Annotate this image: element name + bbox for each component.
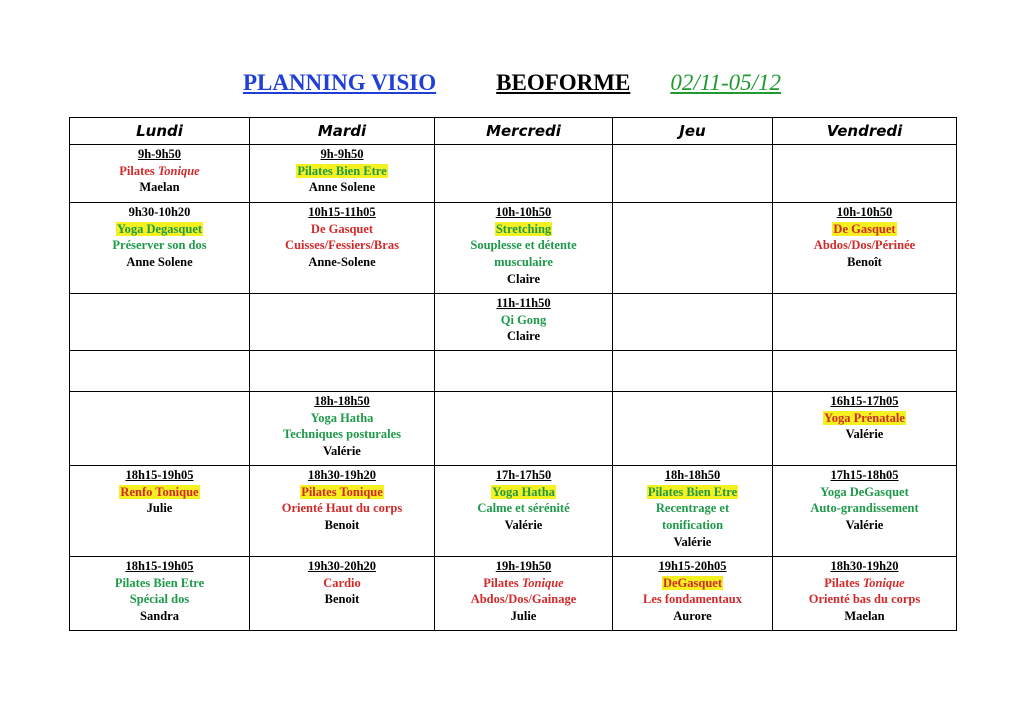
session-time: 19h30-20h20	[307, 559, 377, 573]
session-time: 18h15-19h05	[125, 468, 194, 482]
session-time: 10h-10h50	[495, 205, 552, 219]
session-class: Stretching	[495, 221, 552, 236]
session-time: 11h-11h50	[496, 296, 551, 310]
session-time: 9h-9h50	[320, 147, 364, 161]
session-desc: Souplesse et détente	[470, 238, 577, 253]
session-desc: Cuisses/Fessiers/Bras	[285, 238, 399, 253]
session-time: 10h-10h50	[836, 205, 893, 219]
session-class: Renfo Tonique	[120, 484, 199, 499]
session-cell	[613, 557, 773, 631]
session-desc: Spécial dos	[129, 592, 190, 607]
session-cell	[250, 557, 435, 631]
session-time: 10h15-11h05	[308, 205, 376, 219]
session-teacher: Maelan	[844, 609, 885, 624]
session-teacher: Aurore	[673, 609, 712, 624]
empty-cell	[70, 294, 250, 351]
session-teacher: Benoit	[324, 518, 360, 533]
session-class: Pilates Tonique	[483, 575, 564, 590]
session-teacher: Valérie	[845, 518, 884, 533]
session-teacher: Valérie	[845, 427, 884, 442]
empty-cell	[435, 351, 613, 392]
session-teacher: Julie	[146, 501, 173, 516]
session-class: Cardio	[323, 575, 361, 590]
session-cell	[70, 145, 250, 203]
empty-cell	[773, 145, 957, 203]
day-header-jeu: Jeu	[613, 118, 773, 145]
session-teacher: Anne Solene	[126, 255, 193, 270]
session-desc: tonification	[661, 518, 724, 533]
table-row	[70, 392, 957, 466]
session-time: 19h15-20h05	[658, 559, 727, 573]
session-cell	[250, 203, 435, 294]
session-desc: Techniques posturales	[283, 427, 401, 442]
session-class: Pilates Tonique	[301, 484, 383, 499]
session-class: De Gasquet	[310, 221, 374, 236]
session-time: 9h30-10h20	[128, 205, 191, 219]
session-time: 16h15-17h05	[830, 394, 899, 408]
session-desc: Abdos/Dos/Périnée	[813, 238, 916, 253]
empty-cell	[613, 294, 773, 351]
session-cell	[435, 294, 613, 351]
empty-cell	[613, 145, 773, 203]
session-cell	[435, 557, 613, 631]
session-time: 18h30-19h20	[307, 468, 377, 482]
session-class: Pilates Tonique	[824, 575, 905, 590]
session-cell	[435, 203, 613, 294]
session-desc: Les fondamentaux	[643, 592, 742, 607]
empty-cell	[435, 145, 613, 203]
session-class: Yoga Hatha	[492, 484, 555, 499]
session-class: Yoga Hatha	[310, 410, 374, 425]
session-desc: Abdos/Dos/Gainage	[470, 592, 577, 607]
session-class: Yoga DeGasquet	[820, 484, 909, 499]
schedule-table	[69, 117, 957, 631]
session-cell	[613, 466, 773, 557]
session-class: Pilates Tonique	[119, 163, 200, 178]
session-teacher: Benoit	[324, 592, 360, 607]
day-header-lundi: Lundi	[70, 118, 250, 145]
session-time: 17h15-18h05	[830, 468, 899, 482]
session-cell	[435, 466, 613, 557]
session-class: Pilates Bien Etre	[647, 484, 738, 499]
session-desc: Orienté Haut du corps	[281, 501, 403, 516]
session-teacher: Valérie	[673, 534, 712, 549]
table-row	[70, 351, 957, 392]
session-teacher: Valérie	[323, 444, 361, 459]
session-cell	[773, 557, 957, 631]
table-row	[70, 203, 957, 294]
title-brand: BEOFORME	[496, 70, 631, 95]
table-row	[70, 466, 957, 557]
empty-cell	[613, 392, 773, 466]
session-cell	[250, 145, 435, 203]
empty-cell	[70, 351, 250, 392]
empty-cell	[250, 351, 435, 392]
session-desc: Calme et sérénité	[477, 501, 570, 516]
session-class: DeGasquet	[662, 575, 723, 590]
empty-cell	[613, 203, 773, 294]
day-header-vendredi: Vendredi	[773, 118, 957, 145]
session-time: 17h-17h50	[495, 468, 552, 482]
empty-cell	[435, 392, 613, 466]
title-dates: 02/11-05/12	[670, 70, 782, 95]
session-class: Yoga Degasquet	[116, 221, 203, 236]
session-desc: Orienté bas du corps	[808, 592, 921, 607]
empty-cell	[250, 294, 435, 351]
session-cell	[773, 466, 957, 557]
session-teacher: Benoît	[847, 255, 882, 270]
session-class: Pilates Bien Etre	[297, 163, 387, 178]
session-teacher: Sandra	[140, 609, 179, 624]
table-row	[70, 294, 957, 351]
session-teacher: Valérie	[504, 518, 543, 533]
session-cell	[70, 466, 250, 557]
session-desc: Recentrage et	[655, 501, 730, 516]
session-teacher: Maelan	[139, 180, 180, 195]
session-desc: Auto-grandissement	[810, 501, 919, 516]
session-cell	[773, 203, 957, 294]
session-teacher: Claire	[506, 329, 541, 344]
session-teacher: Anne Solene	[308, 180, 376, 195]
table-row	[70, 145, 957, 203]
session-teacher: Claire	[506, 271, 541, 286]
header-row	[70, 118, 957, 145]
session-cell	[773, 392, 957, 466]
session-time: 18h-18h50	[664, 468, 721, 482]
session-class: Pilates Bien Etre	[114, 575, 205, 590]
empty-cell	[773, 294, 957, 351]
session-class: De Gasquet	[833, 221, 896, 236]
empty-cell	[70, 392, 250, 466]
session-desc: musculaire	[494, 255, 553, 270]
session-cell	[250, 392, 435, 466]
session-time: 18h30-19h20	[830, 559, 899, 573]
session-cell	[70, 203, 250, 294]
session-teacher: Anne-Solene	[308, 255, 376, 270]
session-time: 9h-9h50	[137, 147, 182, 161]
empty-cell	[613, 351, 773, 392]
session-desc: Préserver son dos	[112, 238, 207, 253]
session-class: Qi Gong	[500, 312, 547, 327]
session-teacher: Julie	[510, 609, 537, 624]
session-cell	[250, 466, 435, 557]
session-time: 19h-19h50	[495, 559, 552, 573]
session-time: 18h15-19h05	[125, 559, 194, 573]
title-planning: PLANNING VISIO	[242, 70, 437, 95]
empty-cell	[773, 351, 957, 392]
day-header-mardi: Mardi	[250, 118, 435, 145]
session-class: Yoga Prénatale	[824, 410, 905, 425]
page-title	[0, 70, 1024, 96]
session-cell	[70, 557, 250, 631]
table-row	[70, 557, 957, 631]
session-time: 18h-18h50	[314, 394, 370, 408]
day-header-mercredi: Mercredi	[435, 118, 613, 145]
